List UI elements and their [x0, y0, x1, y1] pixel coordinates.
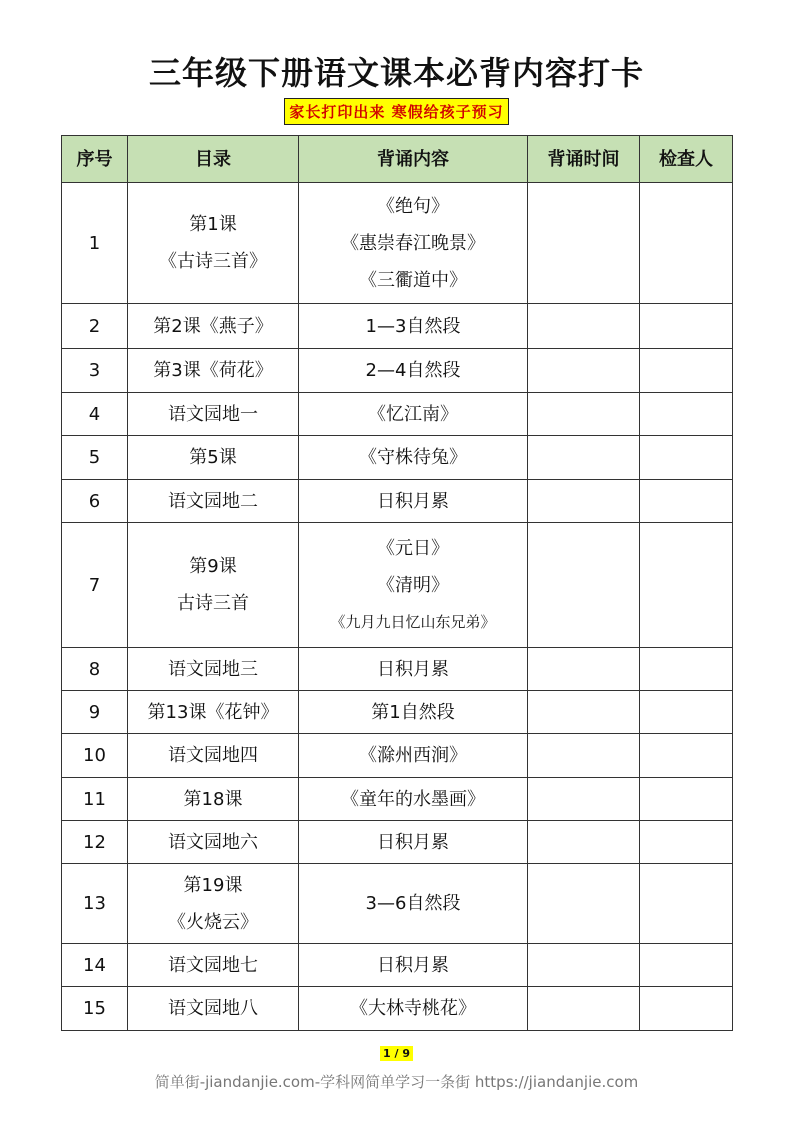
- time-cell: [528, 349, 640, 393]
- checker-cell: [640, 691, 733, 734]
- table-row: [62, 987, 733, 1031]
- time-cell: [528, 304, 640, 349]
- row-number: 11: [83, 788, 106, 810]
- content-cell: [299, 393, 528, 436]
- table-row: [62, 393, 733, 436]
- checker-cell: [640, 734, 733, 778]
- row-number: 2: [88, 315, 101, 337]
- content-cell: [299, 691, 528, 734]
- checker-cell: [640, 304, 733, 349]
- content-cell: [299, 734, 528, 778]
- content-line: 《元日》: [377, 537, 449, 559]
- row-number-cell: [62, 304, 128, 349]
- content-cell: [299, 436, 528, 480]
- table-row: [62, 864, 733, 944]
- catalog-line: 第1课: [189, 214, 237, 235]
- checker-cell: [640, 648, 733, 691]
- content-line: 日积月累: [377, 658, 449, 680]
- catalog-cell: [128, 648, 299, 691]
- catalog-cell: [128, 393, 299, 436]
- page-title: 三年级下册语文课本必背内容打卡: [148, 54, 644, 92]
- content-cell: [299, 349, 528, 393]
- checker-cell: [640, 987, 733, 1031]
- header-checker: 检查人: [640, 136, 733, 183]
- content-line: 《绝句》: [377, 195, 449, 217]
- table-row: [62, 778, 733, 821]
- checker-cell: [640, 523, 733, 648]
- catalog-cell: [128, 349, 299, 393]
- content-line: 《守株待兔》: [359, 447, 467, 468]
- checker-cell: [640, 821, 733, 864]
- catalog-line: 《古诗三首》: [159, 251, 267, 272]
- time-cell: [528, 480, 640, 523]
- catalog-line: 第13课《花钟》: [147, 701, 279, 723]
- row-number: 1: [88, 232, 101, 254]
- table-row: [62, 349, 733, 393]
- row-number: 15: [83, 998, 106, 1019]
- page-number-container: [0, 1042, 793, 1061]
- subtitle-banner: 家长打印出来 寒假给孩子预习: [284, 98, 508, 125]
- catalog-line: 第9课: [189, 556, 237, 577]
- catalog-line: 语文园地四: [168, 745, 258, 766]
- row-number-cell: [62, 480, 128, 523]
- table-row: [62, 523, 733, 648]
- footer-text: 简单街-jiandanjie.com-学科网简单学习一条街 https://jiandanjie.com: [154, 1073, 639, 1091]
- catalog-line: 《火烧云》: [168, 911, 258, 933]
- catalog-cell: [128, 778, 299, 821]
- catalog-line: 语文园地七: [168, 954, 258, 976]
- catalog-line: 语文园地一: [168, 403, 258, 425]
- table-row: [62, 183, 733, 304]
- row-number: 5: [88, 447, 101, 468]
- catalog-line: 第18课: [183, 788, 243, 810]
- content-line: 《三衢道中》: [359, 269, 467, 291]
- row-number-cell: [62, 436, 128, 480]
- checker-cell: [640, 393, 733, 436]
- table-header-row: [62, 136, 733, 183]
- table-row: [62, 436, 733, 480]
- content-line: 《大林寺桃花》: [350, 998, 476, 1019]
- content-line: 《滁州西涧》: [359, 745, 467, 766]
- checker-cell: [640, 944, 733, 987]
- row-number: 12: [83, 831, 106, 853]
- time-cell: [528, 393, 640, 436]
- catalog-cell: [128, 183, 299, 304]
- header-number: 序号: [62, 136, 128, 183]
- table-row: [62, 304, 733, 349]
- content-line: 1—3自然段: [365, 315, 461, 337]
- header-catalog: 目录: [128, 136, 299, 183]
- content-line: 《九月九日忆山东兄弟》: [330, 612, 496, 631]
- row-number-cell: [62, 523, 128, 648]
- table-body: [62, 183, 733, 1031]
- content-cell: [299, 864, 528, 944]
- time-cell: [528, 821, 640, 864]
- time-cell: [528, 778, 640, 821]
- row-number: 9: [88, 701, 101, 723]
- time-cell: [528, 648, 640, 691]
- time-cell: [528, 987, 640, 1031]
- content-line: 《忆江南》: [368, 403, 458, 425]
- catalog-cell: [128, 821, 299, 864]
- checker-cell: [640, 436, 733, 480]
- content-line: 2—4自然段: [365, 360, 461, 381]
- content-cell: [299, 304, 528, 349]
- catalog-line: 语文园地二: [168, 490, 258, 512]
- table-row: [62, 648, 733, 691]
- content-cell: [299, 183, 528, 304]
- time-cell: [528, 523, 640, 648]
- catalog-cell: [128, 436, 299, 480]
- content-line: 《童年的水墨画》: [341, 788, 485, 810]
- time-cell: [528, 864, 640, 944]
- catalog-line: 第5课: [189, 447, 237, 468]
- table-row: [62, 691, 733, 734]
- catalog-cell: [128, 304, 299, 349]
- catalog-line: 语文园地三: [168, 658, 258, 680]
- catalog-line: 第19课: [183, 874, 243, 896]
- content-cell: [299, 648, 528, 691]
- content-cell: [299, 778, 528, 821]
- catalog-cell: [128, 944, 299, 987]
- content-cell: [299, 523, 528, 648]
- row-number: 13: [83, 893, 106, 914]
- row-number-cell: [62, 691, 128, 734]
- row-number: 14: [83, 954, 106, 976]
- row-number-cell: [62, 349, 128, 393]
- row-number: 3: [88, 360, 101, 381]
- header-content: 背诵内容: [299, 136, 528, 183]
- catalog-line: 第3课《荷花》: [153, 360, 273, 381]
- catalog-cell: [128, 523, 299, 648]
- catalog-line: 语文园地八: [168, 998, 258, 1019]
- content-line: 日积月累: [377, 831, 449, 853]
- row-number-cell: [62, 778, 128, 821]
- row-number: 8: [88, 658, 101, 680]
- content-line: 日积月累: [377, 490, 449, 512]
- time-cell: [528, 183, 640, 304]
- subtitle-container: [0, 98, 793, 125]
- header-time: 背诵时间: [528, 136, 640, 183]
- page-number: 1 / 9: [380, 1046, 413, 1061]
- content-cell: [299, 987, 528, 1031]
- row-number: 4: [88, 403, 101, 425]
- checker-cell: [640, 864, 733, 944]
- table-row: [62, 821, 733, 864]
- content-line: 3—6自然段: [365, 893, 461, 914]
- catalog-cell: [128, 864, 299, 944]
- catalog-cell: [128, 480, 299, 523]
- row-number-cell: [62, 734, 128, 778]
- catalog-cell: [128, 691, 299, 734]
- table-row: [62, 734, 733, 778]
- checklist-table: [61, 135, 733, 1031]
- checker-cell: [640, 480, 733, 523]
- checker-cell: [640, 349, 733, 393]
- row-number-cell: [62, 987, 128, 1031]
- checker-cell: [640, 183, 733, 304]
- row-number: 6: [88, 490, 101, 512]
- catalog-line: 语文园地六: [168, 831, 258, 853]
- catalog-cell: [128, 987, 299, 1031]
- content-cell: [299, 480, 528, 523]
- catalog-line: 第2课《燕子》: [153, 315, 273, 337]
- row-number-cell: [62, 821, 128, 864]
- table-row: [62, 944, 733, 987]
- row-number-cell: [62, 393, 128, 436]
- catalog-cell: [128, 734, 299, 778]
- catalog-line: 古诗三首: [177, 593, 249, 614]
- time-cell: [528, 691, 640, 734]
- row-number-cell: [62, 864, 128, 944]
- content-cell: [299, 821, 528, 864]
- row-number-cell: [62, 648, 128, 691]
- row-number: 7: [88, 574, 101, 596]
- row-number: 10: [83, 745, 106, 766]
- time-cell: [528, 944, 640, 987]
- row-number-cell: [62, 183, 128, 304]
- content-cell: [299, 944, 528, 987]
- time-cell: [528, 734, 640, 778]
- content-line: 日积月累: [377, 954, 449, 976]
- content-line: 第1自然段: [371, 701, 455, 723]
- content-line: 《清明》: [377, 574, 449, 596]
- content-line: 《惠崇春江晚景》: [341, 232, 485, 254]
- table-row: [62, 480, 733, 523]
- checker-cell: [640, 778, 733, 821]
- time-cell: [528, 436, 640, 480]
- row-number-cell: [62, 944, 128, 987]
